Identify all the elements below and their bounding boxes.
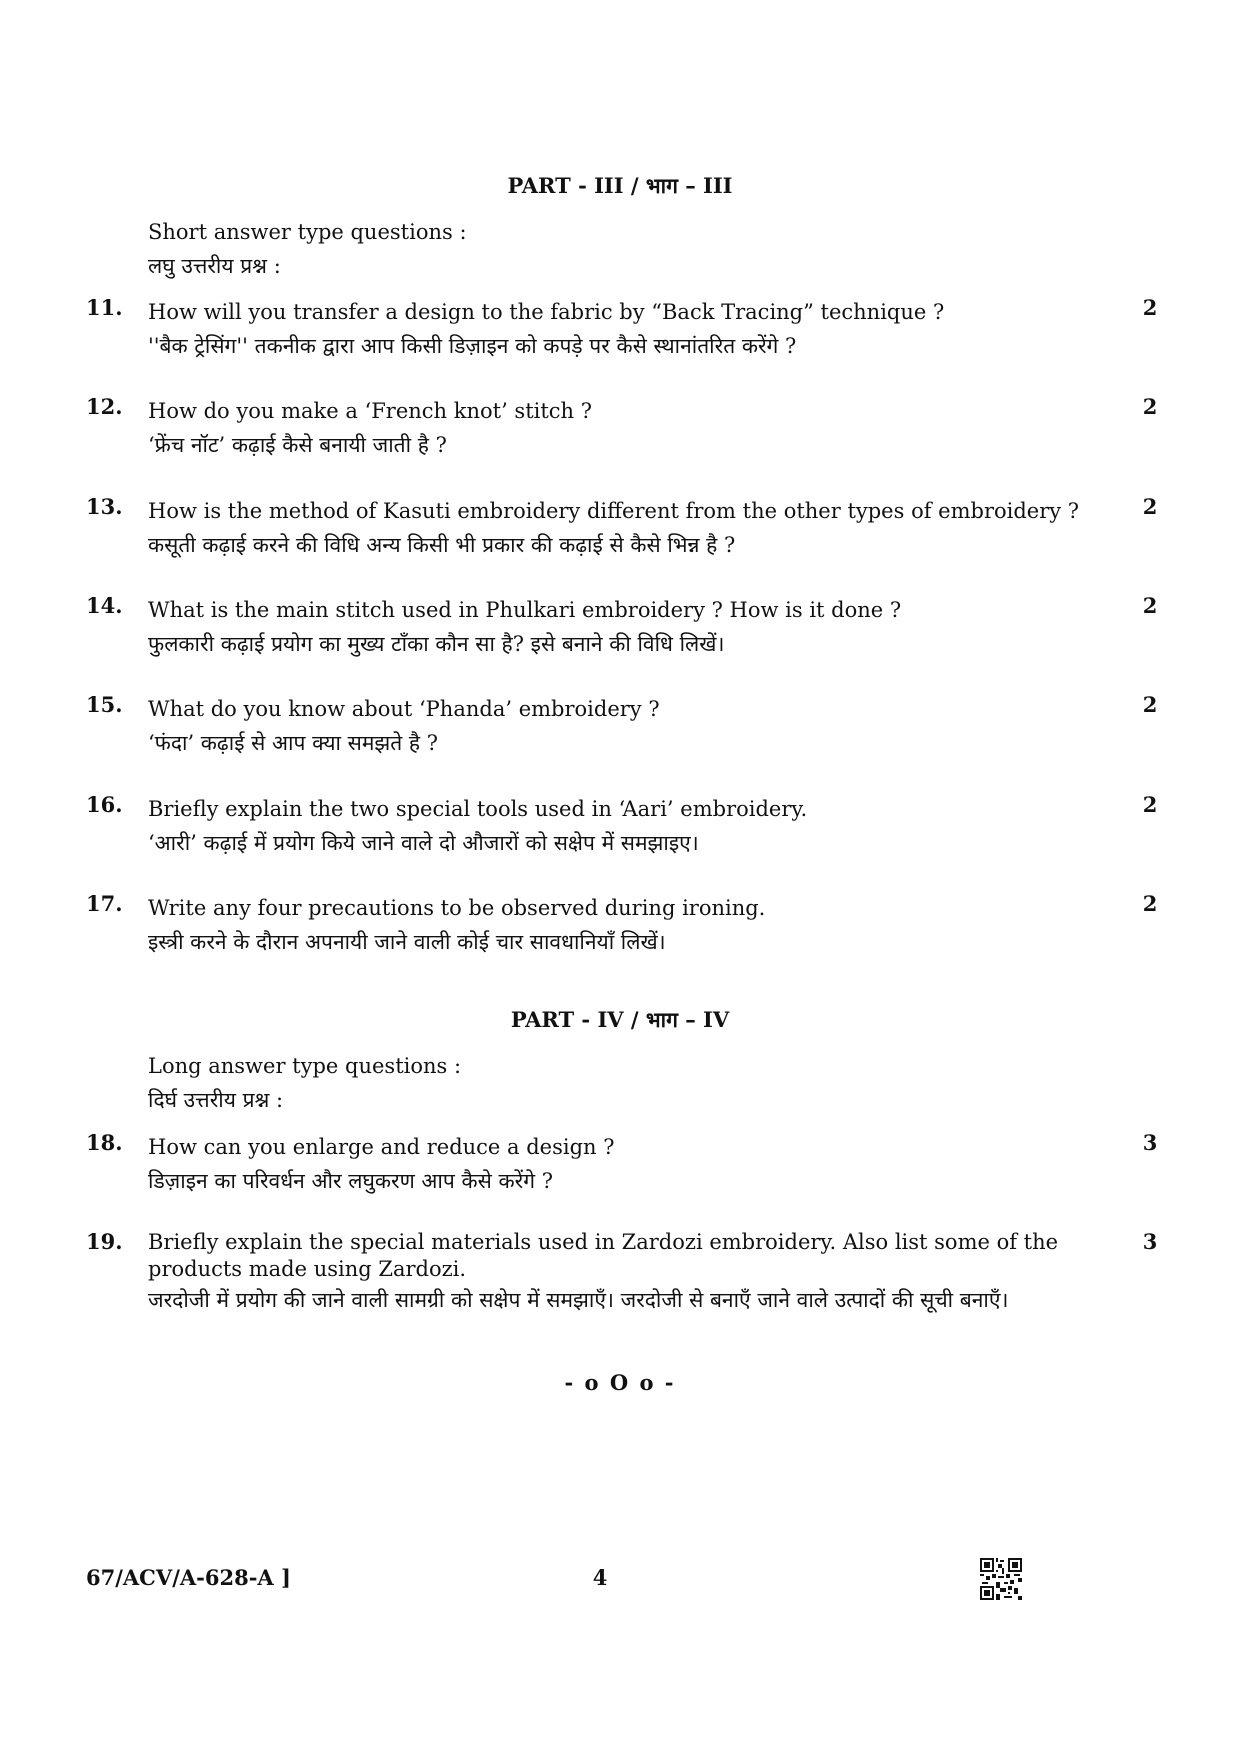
question-text-en: Briefly explain the two special tools used in ‘Aari’ embroidery. [148,797,808,821]
part-4-intro-en: Long answer type questions : [148,1054,462,1078]
end-of-paper-mark: - o O o - [564,1370,676,1395]
question-number: 11. [86,295,123,320]
question-number: 15. [86,692,123,717]
question-text-hi: ‘फ्रेंच नॉट’ कढ़ाई कैसे बनायी जाती है ? [148,433,447,457]
question-number: 18. [86,1130,123,1155]
question-number: 14. [86,593,123,618]
part-4-intro-hi: दिर्घ उत्तरीय प्रश्न : [148,1088,284,1112]
part-3-intro-hi: लघु उत्तरीय प्रश्न : [148,254,281,278]
part-4-intro [148,1049,461,1117]
qr-code-icon [980,1558,1022,1600]
part-4-heading: PART - IV / भाग – IV [510,1007,730,1032]
question-number: 13. [86,494,123,519]
question-marks: 3 [1142,1229,1158,1254]
question-text-en: What is the main stitch used in Phulkari embroidery ? How is it done ? [148,598,902,622]
part-3-intro-en: Short answer type questions : [148,220,467,244]
question-marks: 2 [1142,295,1158,320]
question-text-hi: फुलकारी कढ़ाई प्रयोग का मुख्य टाँका कौन सा है? इसे बनाने की विधि लिखें। [148,632,725,656]
question-text-hi: ‘आरी’ कढ़ाई में प्रयोग किये जाने वाले दो औजारों को सक्षेप में समझाइए। [148,831,699,855]
question-text-en: How is the method of Kasuti embroidery different from the other types of embroidery ? [148,499,1080,523]
question-number: 16. [86,792,123,817]
question-number: 12. [86,394,123,419]
question-text-hi: ‘फंदा’ कढ़ाई से आप क्या समझते है ? [148,731,439,755]
question-text-hi: कसूती कढ़ाई करने की विधि अन्य किसी भी प्रकार की कढ़ाई से कैसे भिन्न है ? [148,533,736,557]
part-3-intro [148,215,467,283]
page-number: 4 [592,1565,608,1590]
question-number: 17. [86,891,123,916]
part-3-heading: PART - III / भाग – III [507,173,733,198]
question-text-en: Write any four precautions to be observed during ironing. [148,896,766,920]
question-number: 19. [86,1229,123,1254]
question-text-en: Briefly explain the special materials used in Zardozi embroidery. Also list some of the products made using Zardozi. [148,1230,1059,1281]
question-text-en: How can you enlarge and reduce a design ? [148,1135,615,1159]
question-marks: 2 [1142,593,1158,618]
question-text-hi: ''बैक ट्रेसिंग'' तकनीक द्वारा आप किसी डिज़ाइन को कपड़े पर कैसे स्थानांतरित करेंगे ? [148,334,797,358]
question-text-en: How will you transfer a design to the fabric by “Back Tracing” technique ? [148,300,945,324]
question-text-hi: इस्त्री करने के दौरान अपनायी जाने वाली कोई चार सावधानियाँ लिखें। [148,930,666,954]
question-text-en: How do you make a ‘French knot’ stitch ? [148,399,593,423]
question-marks: 2 [1142,692,1158,717]
question-marks: 2 [1142,891,1158,916]
question-text-hi: जरदोजी में प्रयोग की जाने वाली सामग्री को सक्षेप में समझाएँ। जरदोजी से बनाएँ जाने वाले उत्पादों की सूची बनाएँ। [148,1288,1009,1312]
question-text-hi: डिज़ाइन का परिवर्धन और लघुकरण आप कैसे करेंगे ? [148,1169,553,1193]
question-marks: 2 [1142,494,1158,519]
question-text-en: What do you know about ‘Phanda’ embroidery ? [148,697,660,721]
question-marks: 2 [1142,394,1158,419]
question-marks: 2 [1142,792,1158,817]
paper-code: 67/ACV/A-628-A ] [86,1565,291,1590]
question-marks: 3 [1142,1130,1158,1155]
